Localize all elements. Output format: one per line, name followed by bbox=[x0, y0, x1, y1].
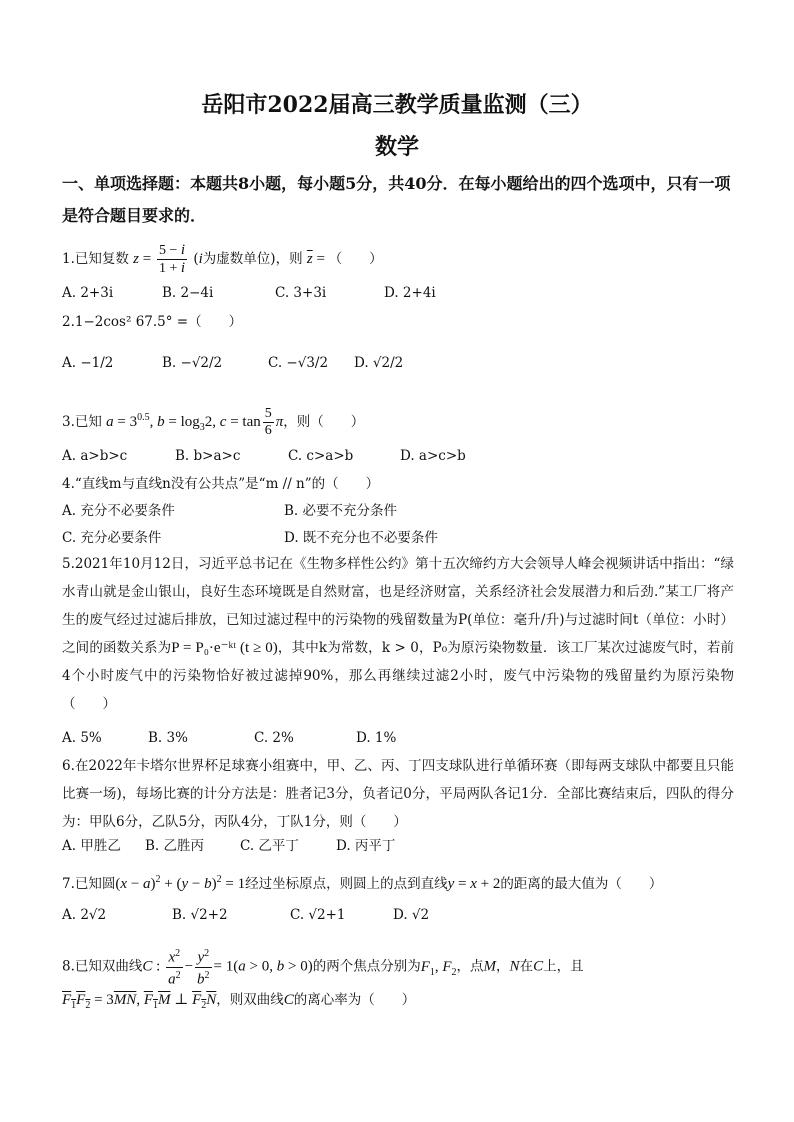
q1-option-d[interactable]: D. 2+4i bbox=[384, 285, 436, 301]
q5-option-a[interactable]: A. 5% bbox=[62, 730, 102, 746]
q8-stem-line2: $F_1F_2 = 3\overline{MN}$, $F_1M$ ⊥ $F_2N$，则双曲线C的离心率为（ ） bbox=[62, 992, 416, 1011]
q6-option-c[interactable]: C. 乙平丁 bbox=[240, 838, 299, 854]
q8-stem-line1: 8.已知双曲线C : $\frac{x^2}{a^2}$ − $\frac{y^2}{b^2}$ = 1(a > 0, b > 0)的两个焦点分别为$F_1$, $F_2$，点M，N在C上，且 bbox=[62, 948, 584, 988]
q3-option-a[interactable]: A. a>b>c bbox=[62, 448, 128, 464]
q7-option-d[interactable]: D. √2 bbox=[393, 907, 430, 923]
q1-stem: 1.已知复数 z = $\frac{5 - i}{1 + i}$ (i为虚数单位)，则 $\overline{z}$ = （ ） bbox=[62, 242, 383, 276]
q1-option-b[interactable]: B. 2−4i bbox=[162, 285, 214, 301]
q2-option-c[interactable]: C. −√3/2 bbox=[268, 355, 329, 371]
q4-stem: 4.“直线m与直线n没有公共点”是“m // n”的（ ） bbox=[62, 476, 380, 492]
q3-option-c[interactable]: C. c>a>b bbox=[288, 448, 354, 464]
q4-option-a[interactable]: A. 充分不必要条件 bbox=[62, 503, 175, 519]
q4-option-b[interactable]: B. 必要不充分条件 bbox=[284, 503, 398, 519]
q6-option-d[interactable]: D. 丙平丁 bbox=[336, 838, 396, 854]
subject-title: 数学 bbox=[374, 134, 419, 160]
q6-option-a[interactable]: A. 甲胜乙 bbox=[62, 838, 121, 854]
exam-title: 岳阳市2022届高三教学质量监测（三） bbox=[201, 92, 593, 118]
q5-option-c[interactable]: C. 2% bbox=[254, 730, 294, 746]
q7-stem: 7.已知圆$(x - a)^2 + (y - b)^2 = 1$经过坐标原点，则圆上的点到直线y = x + 2的距离的最大值为（ ） bbox=[62, 874, 663, 892]
q5-option-d[interactable]: D. 1% bbox=[356, 730, 397, 746]
q3-option-b[interactable]: B. b>a>c bbox=[175, 448, 241, 464]
q6-text: 6.在2022年卡塔尔世界杯足球赛小组赛中，甲、乙、丙、丁四支球队进行单循环赛（即每两支球队中都要且只能比赛一场)，每场比赛的计分方法是：胜者记3分，负者记0分，平局两队各记1分．全部比赛结束后，四队的得分为：甲队6分，乙队5分，丙队4分，丁队1分，则（ ） bbox=[62, 758, 734, 830]
q7-option-c[interactable]: C. √2+1 bbox=[290, 907, 346, 923]
q1-option-a[interactable]: A. 2+3i bbox=[62, 285, 114, 301]
q7-option-b[interactable]: B. √2+2 bbox=[172, 907, 228, 923]
q3-option-d[interactable]: D. a>c>b bbox=[400, 448, 466, 464]
q1-option-c[interactable]: C. 3+3i bbox=[275, 285, 327, 301]
section-heading: 一、单项选择题：本题共8小题，每小题5分，共40分．在每小题给出的四个选项中，只有一项是符合题目要求的． bbox=[62, 174, 731, 225]
q2-stem: 2.1−2cos² 67.5° =（ ） bbox=[62, 314, 243, 330]
q3-stem: 3.已知 $a = 3^{0.5}$, $b = \log_32$, c = tan $\frac{5}{6}$ π，则（ ） bbox=[62, 406, 365, 438]
q5-text: 5.2021年10月12日，习近平总书记在《生物多样性公约》第十五次缔约方大会领导人峰会视频讲话中指出：“绿水青山就是金山银山，良好生态环境既是自然财富，也是经济财富，关系经济社会发展潜力和后劲.”某工厂将产生的废气经过过滤后排放，已知过滤过程中的污染物的残留数量为P(单位：毫升/升)与过滤时间t（单位：小时）之间的函数关系为P = P₀·e⁻ᵏᵗ (t ≥ 0)，其中k为常数，k > 0，P₀为原污染物数量．该工厂某次过滤废气时，若前4个小时废气中的污染物恰好被过滤掉90%，那么再继续过滤2小时，废气中污染物的残留量约为原污染物（ ） bbox=[62, 556, 734, 712]
q7-option-a[interactable]: A. 2√2 bbox=[62, 907, 107, 923]
q5-formula: P = P₀·e⁻ᵏᵗ (t ≥ 0) bbox=[171, 640, 278, 656]
q4-option-c[interactable]: C. 充分必要条件 bbox=[62, 530, 162, 546]
q2-option-b[interactable]: B. −√2/2 bbox=[162, 355, 223, 371]
q2-option-d[interactable]: D. √2/2 bbox=[354, 355, 404, 371]
q6-option-b[interactable]: B. 乙胜丙 bbox=[145, 838, 205, 854]
q5-option-b[interactable]: B. 3% bbox=[148, 730, 188, 746]
q2-option-a[interactable]: A. −1/2 bbox=[62, 355, 114, 371]
q4-option-d[interactable]: D. 既不充分也不必要条件 bbox=[284, 530, 438, 546]
